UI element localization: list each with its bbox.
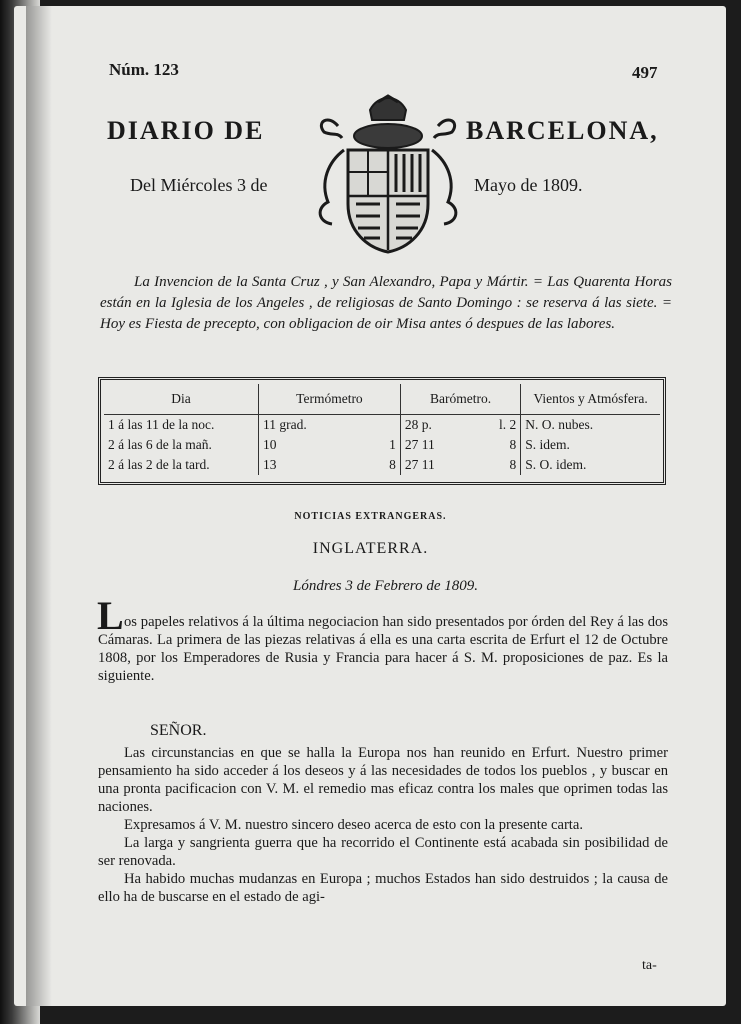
- weather-barometer-lines: 8: [472, 435, 520, 455]
- article-paragraph: os papeles relativos á la última negociacion han sido presentados por órden del Rey á las dos Cámaras. La primera de las piezas relativas á ella es una carta escrita de Erfurt el 12 de Octubre 1808, por los Emperadores de Rusia y Francia para hacer á S. M. proposiciones de paz. Es la siguiente.: [98, 614, 668, 684]
- weather-thermometer: 10: [263, 437, 277, 452]
- letter-paragraph: Las circunstancias en que se halla la Europa nos han reunido en Erfurt. Nuestro primer pensamiento ha sido acceder á los deseos y á las necesidades de todos los pueblos , y buscar en una pronta pacificacion con V. M. el remedio mas eficaz contra los males que oprimen todas las naciones.: [98, 745, 668, 815]
- weather-thermometer-fraction: [368, 415, 400, 436]
- issue-number: Núm. 123: [109, 60, 179, 79]
- weather-day: 2 á las 6 de la mañ.: [104, 435, 259, 455]
- weather-wind: N. O. nubes.: [525, 417, 594, 432]
- letter-paragraph: Expresamos á V. M. nuestro sincero deseo acerca de esto con la presente carta.: [124, 817, 583, 833]
- gutter-shadow: [26, 6, 52, 1006]
- coat-of-arms-icon: [308, 92, 468, 258]
- weather-barometer: 27 11: [404, 437, 435, 452]
- masthead-date-right: Mayo de 1809.: [474, 175, 583, 195]
- letter-salutation: SEÑOR.: [150, 722, 207, 739]
- weather-barometer-lines: l. 2: [472, 415, 520, 436]
- daily-notice: La Invencion de la Santa Cruz , y San Alexandro, Papa y Mártir. = Las Quarenta Horas están en la Iglesia de los Angeles , de religiosas de Santo Domingo : se reserva á las siete. = Hoy es Fiesta de precepto, con obligacion de oir Misa antes ó despues de las labores.: [100, 274, 672, 332]
- article-dateline: Lóndres 3 de Febrero de 1809.: [293, 578, 478, 594]
- weather-wind: S. O. idem.: [525, 457, 587, 472]
- weather-table: [104, 384, 660, 475]
- weather-thermometer-fraction: 1: [368, 435, 400, 455]
- weather-barometer: 28 p.: [404, 417, 432, 432]
- country-heading: INGLATERRA.: [312, 540, 429, 557]
- table-row: [104, 435, 660, 455]
- weather-wind: S. idem.: [525, 437, 570, 452]
- weather-day: 2 á las 2 de la tard.: [104, 455, 259, 475]
- weather-day: 1 á las 11 de la noc.: [104, 415, 259, 436]
- letter-body: [98, 744, 668, 906]
- catchword: ta-: [642, 958, 657, 973]
- weather-thermometer: 11 grad.: [263, 417, 307, 432]
- drop-cap: L: [97, 593, 124, 638]
- masthead-date-left: Del Miércoles 3 de: [130, 175, 268, 195]
- page-number: 497: [632, 63, 658, 82]
- table-row: [104, 455, 660, 475]
- weather-header-thermometer: Termómetro: [259, 384, 401, 415]
- weather-header-wind: Vientos y Atmósfera.: [521, 384, 660, 415]
- weather-barometer-lines: 8: [472, 455, 520, 475]
- weather-thermometer: 13: [263, 457, 277, 472]
- weather-barometer: 27 11: [404, 457, 435, 472]
- weather-header-barometer: Barómetro.: [400, 384, 520, 415]
- letter-paragraph: La larga y sangrienta guerra que ha recorrido el Continente está acabada sin posibilidad de ser renovada.: [98, 835, 668, 869]
- masthead-title-left: DIARIO DE: [107, 116, 265, 145]
- section-heading: NOTICIAS EXTRANGERAS.: [294, 511, 447, 522]
- letter-paragraph: Ha habido muchas mudanzas en Europa ; muchos Estados han sido destruidos ; la causa de ello ha de buscarse en el estado de agi-: [98, 871, 668, 905]
- weather-header-day: Dia: [104, 384, 259, 415]
- table-row: [104, 415, 660, 436]
- masthead-title-right: BARCELONA,: [466, 116, 659, 145]
- weather-thermometer-fraction: 8: [368, 455, 400, 475]
